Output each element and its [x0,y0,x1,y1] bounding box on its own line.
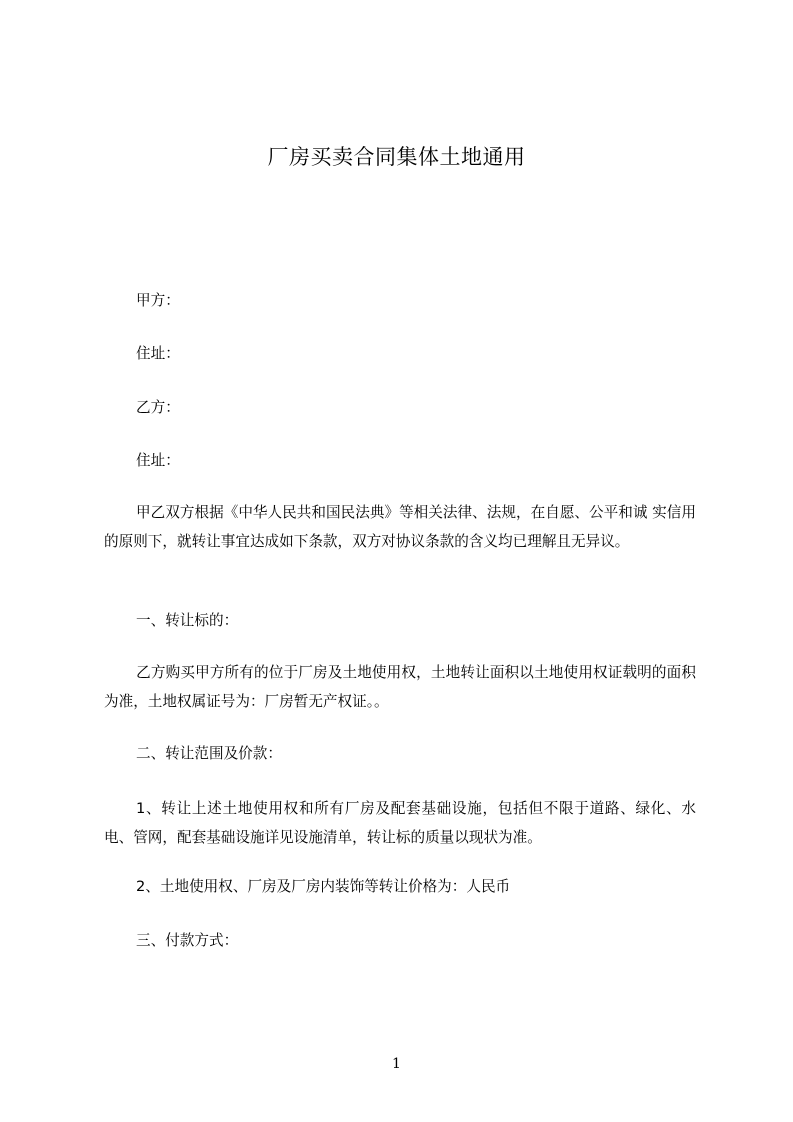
section2-item1-paragraph [104,794,696,852]
page-number: 1 [392,1056,401,1072]
intro-paragraph [104,498,696,556]
section2-item1-text: 1、转让上述土地使用权和所有厂房及配套基础设施，包括但不限于道路、绿化、水电、管网，配套基础设施详见设施清单，转让标的质量以现状为准。 [104,800,696,846]
party-a-label: 甲方： [136,292,180,309]
section1-text: 乙方购买甲方所有的位于厂房及土地使用权，土地转让面积以土地使用权证载明的面积为准，土地权属证号为：厂房暂无产权证。。 [104,664,696,710]
section1-paragraph [104,658,696,716]
address-a-label: 住址： [136,345,180,362]
section2-item2: 2、土地使用权、厂房及厂房内装饰等转让价格为：人民币 [136,878,511,895]
document-title: 厂房买卖合同集体土地通用 [267,145,526,169]
intro-text: 甲乙双方根据《中华人民共和国民法典》等相关法律、法规，在自愿、公平和诚 实信用的原则下，就转让事宜达成如下条款，双方对协议条款的含义均已理解且无异议。 [104,504,696,550]
address-b-label: 住址： [136,452,180,469]
section1-heading: 一、转让标的： [136,612,239,629]
section3-heading: 三、付款方式： [136,932,239,949]
section2-heading: 二、转让范围及价款： [136,745,282,762]
party-b-label: 乙方： [136,399,180,416]
